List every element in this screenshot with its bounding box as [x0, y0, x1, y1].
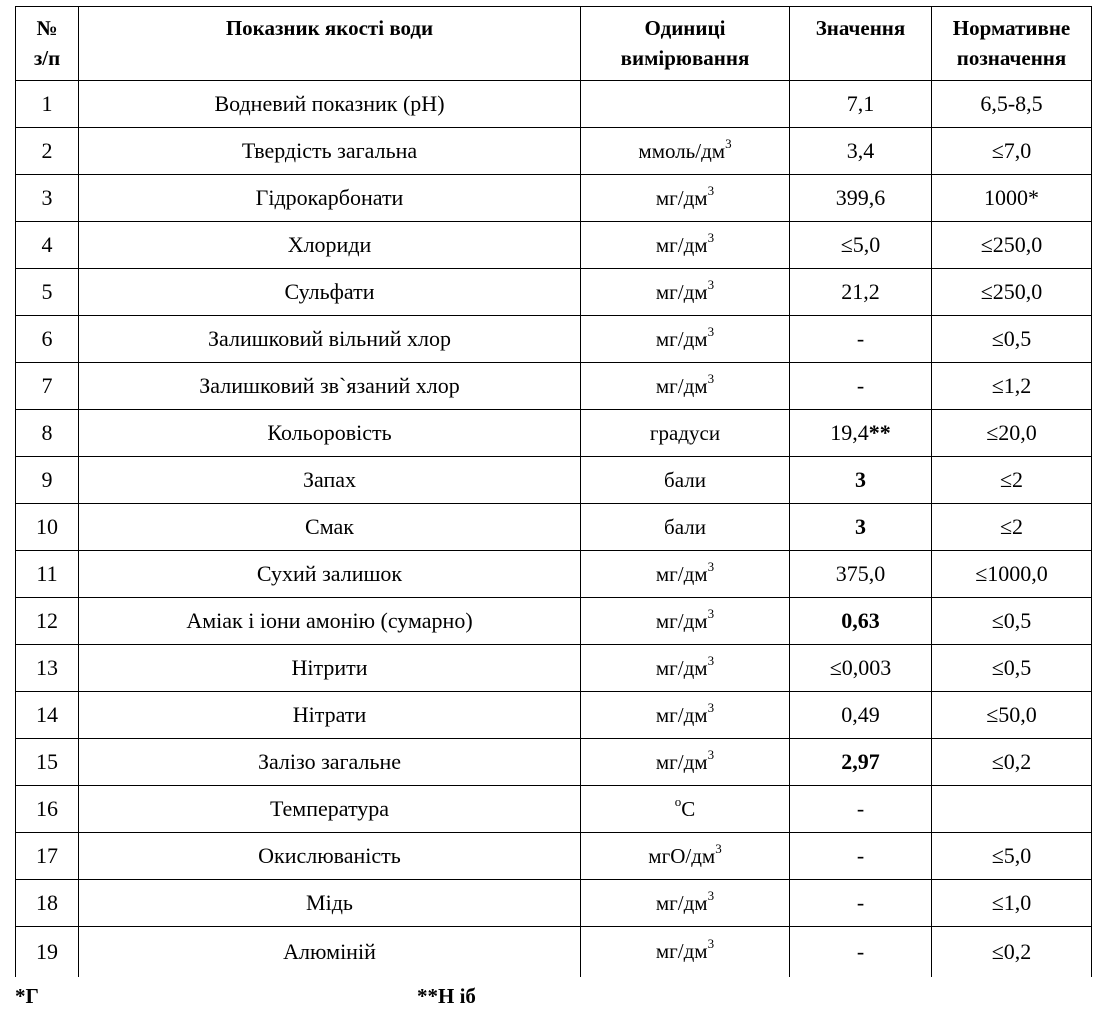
row-norm: ≤2 [932, 504, 1092, 551]
header-indicator-text: Показник якості води [225, 16, 434, 40]
row-unit [581, 457, 790, 504]
table-row [16, 692, 1092, 739]
row-indicator: Сухий залишок [79, 551, 581, 598]
row-unit [581, 175, 790, 222]
row-unit-text: градуси [649, 420, 721, 445]
row-unit [581, 410, 790, 457]
row-value-text: 7,1 [846, 91, 875, 116]
header-row [16, 7, 1092, 81]
row-indicator: Температура [79, 786, 581, 833]
row-value [790, 551, 932, 598]
row-indicator: Залізо загальне [79, 739, 581, 786]
row-unit-text: бали [664, 467, 706, 492]
row-indicator: Запах [79, 457, 581, 504]
row-unit-text: мг/дм [655, 702, 708, 727]
row-unit [581, 551, 790, 598]
row-number: 1 [16, 81, 79, 128]
row-value [790, 316, 932, 363]
row-value [790, 457, 932, 504]
row-value [790, 927, 932, 977]
row-unit-text: мг/дм [655, 608, 708, 633]
row-number: 11 [16, 551, 79, 598]
row-norm: ≤1000,0 [932, 551, 1092, 598]
footnote-left: *Г [15, 984, 39, 1008]
row-indicator: Алюміній [79, 927, 581, 977]
row-norm: 6,5-8,5 [932, 81, 1092, 128]
row-value [790, 598, 932, 645]
row-unit [581, 363, 790, 410]
row-norm: ≤1,2 [932, 363, 1092, 410]
row-norm: ≤0,5 [932, 645, 1092, 692]
row-unit-text: С [681, 796, 696, 821]
footnote-right: **Н іб [417, 984, 476, 1008]
row-unit-text: мг/дм [655, 561, 708, 586]
row-value-text: - [856, 796, 865, 821]
row-unit-text: мгО/дм [648, 843, 716, 868]
row-unit-superscript: 3 [707, 276, 715, 292]
row-unit [581, 880, 790, 927]
row-unit-text: мг/дм [655, 939, 708, 964]
table-row [16, 833, 1092, 880]
row-number: 19 [16, 927, 79, 977]
row-unit-text: мг/дм [655, 279, 708, 304]
row-number: 12 [16, 598, 79, 645]
row-value [790, 786, 932, 833]
row-value [790, 692, 932, 739]
row-value [790, 504, 932, 551]
row-indicator: Гідрокарбонати [79, 175, 581, 222]
row-value [790, 363, 932, 410]
header-norm [932, 7, 1092, 81]
row-unit-text: мг/дм [655, 890, 708, 915]
row-value [790, 222, 932, 269]
row-unit-superscript: 3 [707, 323, 715, 339]
row-number: 14 [16, 692, 79, 739]
table-row [16, 81, 1092, 128]
row-indicator: Аміак і іони амонію (сумарно) [79, 598, 581, 645]
row-unit-superscript: 3 [707, 699, 715, 715]
header-number [16, 7, 79, 81]
row-number: 6 [16, 316, 79, 363]
row-norm: ≤0,2 [932, 739, 1092, 786]
row-number: 3 [16, 175, 79, 222]
row-indicator: Хлориди [79, 222, 581, 269]
header-unit-line2: вимірювання [620, 46, 750, 70]
row-value [790, 880, 932, 927]
header-norm-line1: Нормативне [952, 16, 1071, 40]
row-unit [581, 222, 790, 269]
row-unit-text: мг/дм [655, 185, 708, 210]
table-row [16, 363, 1092, 410]
row-unit-superscript: 3 [707, 887, 715, 903]
row-unit-superscript: о [674, 793, 682, 809]
row-number: 7 [16, 363, 79, 410]
row-unit [581, 504, 790, 551]
row-value-text: 375,0 [835, 561, 886, 586]
row-indicator: Водневий показник (рН) [79, 81, 581, 128]
table-body [16, 81, 1092, 977]
row-value [790, 128, 932, 175]
row-indicator: Окислюваність [79, 833, 581, 880]
row-unit-text: мг/дм [655, 655, 708, 680]
table-row [16, 504, 1092, 551]
row-number: 18 [16, 880, 79, 927]
row-unit [581, 833, 790, 880]
row-unit-superscript: 3 [725, 135, 732, 151]
table-row [16, 269, 1092, 316]
row-unit-superscript: 3 [707, 652, 715, 668]
row-unit-text: мг/дм [655, 749, 708, 774]
row-value [790, 269, 932, 316]
row-unit-superscript: 3 [707, 605, 715, 621]
row-norm: ≤1,0 [932, 880, 1092, 927]
row-value-text: 3,4 [846, 138, 875, 163]
row-number: 10 [16, 504, 79, 551]
row-unit [581, 692, 790, 739]
row-value-bold: ** [868, 420, 891, 445]
row-unit [581, 739, 790, 786]
row-value-text: 21,2 [841, 279, 880, 304]
row-unit-text: мг/дм [655, 326, 708, 351]
header-indicator [79, 7, 581, 81]
row-number: 13 [16, 645, 79, 692]
row-unit [581, 81, 790, 128]
header-value-text: Значення [815, 16, 906, 40]
row-unit-superscript: 3 [707, 936, 715, 952]
row-number: 17 [16, 833, 79, 880]
table-row [16, 645, 1092, 692]
row-norm: ≤250,0 [932, 269, 1092, 316]
header-value [790, 7, 932, 81]
table-row [16, 316, 1092, 363]
row-value [790, 410, 932, 457]
row-indicator: Залишковий зв`язаний хлор [79, 363, 581, 410]
row-norm: ≤7,0 [932, 128, 1092, 175]
row-unit [581, 645, 790, 692]
row-indicator: Смак [79, 504, 581, 551]
row-number: 15 [16, 739, 79, 786]
table-row [16, 880, 1092, 927]
row-unit [581, 128, 790, 175]
row-number: 2 [16, 128, 79, 175]
table-row [16, 551, 1092, 598]
row-value [790, 81, 932, 128]
row-value [790, 645, 932, 692]
row-indicator: Твердість загальна [79, 128, 581, 175]
row-value-text: - [856, 326, 865, 351]
table-row [16, 786, 1092, 833]
row-indicator: Залишковий вільний хлор [79, 316, 581, 363]
row-indicator: Сульфати [79, 269, 581, 316]
row-value-text: - [856, 843, 865, 868]
row-norm: ≤20,0 [932, 410, 1092, 457]
water-quality-table [15, 6, 1092, 977]
row-indicator: Нітрати [79, 692, 581, 739]
row-value [790, 739, 932, 786]
header-unit-line1: Одиниці [644, 16, 726, 40]
table-row [16, 927, 1092, 977]
row-value-text: ≤5,0 [840, 232, 881, 257]
table-row [16, 457, 1092, 504]
header-unit [581, 7, 790, 81]
row-unit-superscript: 3 [707, 229, 715, 245]
row-unit [581, 927, 790, 977]
header-norm-line2: позначення [956, 46, 1067, 70]
row-value-text: - [856, 938, 865, 964]
row-value-text: 19,4 [830, 420, 869, 445]
row-value-text: 399,6 [835, 185, 886, 210]
row-value [790, 833, 932, 880]
row-unit-text: ммоль/дм [638, 138, 726, 163]
row-norm: ≤50,0 [932, 692, 1092, 739]
row-value-text: ≤0,003 [829, 655, 892, 680]
row-unit-text: бали [664, 514, 706, 539]
header-number-line1: № [36, 16, 58, 40]
row-norm: 1000* [932, 175, 1092, 222]
row-norm [932, 786, 1092, 833]
row-number: 9 [16, 457, 79, 504]
row-number: 8 [16, 410, 79, 457]
row-value-bold: 0,63 [841, 608, 880, 633]
row-value-bold: 2,97 [841, 749, 880, 774]
header-number-line2: з/п [33, 46, 61, 70]
table-header [16, 7, 1092, 81]
table-row [16, 410, 1092, 457]
footnote [15, 984, 1091, 1014]
row-unit-superscript: 3 [707, 370, 715, 386]
row-norm: ≤5,0 [932, 833, 1092, 880]
row-number: 4 [16, 222, 79, 269]
row-indicator: Кольоровість [79, 410, 581, 457]
row-unit [581, 316, 790, 363]
table-row [16, 598, 1092, 645]
row-unit-superscript: 3 [707, 558, 715, 574]
row-unit [581, 269, 790, 316]
table-row [16, 175, 1092, 222]
row-norm: ≤2 [932, 457, 1092, 504]
row-unit-text: мг/дм [655, 373, 708, 398]
row-unit [581, 786, 790, 833]
table-row [16, 739, 1092, 786]
row-value-text: 0,49 [841, 702, 880, 727]
row-unit-text: мг/дм [655, 232, 708, 257]
row-indicator: Нітрити [79, 645, 581, 692]
row-value-bold: 3 [855, 514, 866, 539]
table-row [16, 128, 1092, 175]
row-norm: ≤250,0 [932, 222, 1092, 269]
row-value-text: - [856, 890, 865, 915]
row-number: 16 [16, 786, 79, 833]
row-number: 5 [16, 269, 79, 316]
row-unit-superscript: 3 [715, 840, 722, 856]
row-unit-superscript: 3 [707, 182, 715, 198]
row-norm: ≤0,5 [932, 316, 1092, 363]
row-value-text: - [856, 373, 865, 398]
row-value-bold: 3 [855, 467, 866, 492]
row-norm: ≤0,5 [932, 598, 1092, 645]
row-norm: ≤0,2 [932, 927, 1092, 977]
row-value [790, 175, 932, 222]
table-row [16, 222, 1092, 269]
row-unit [581, 598, 790, 645]
row-unit-superscript: 3 [707, 746, 715, 762]
row-indicator: Мідь [79, 880, 581, 927]
